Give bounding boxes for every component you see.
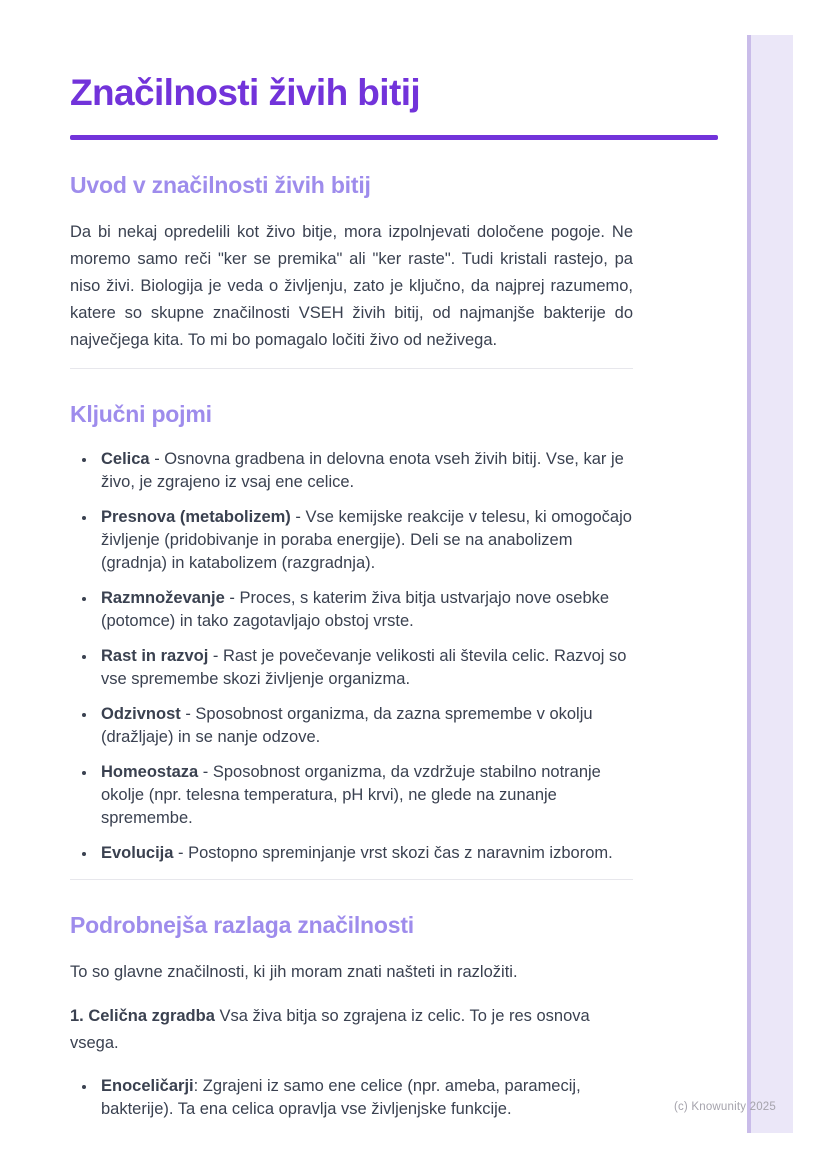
section-paragraph: To so glavne značilnosti, ki jih moram znati našteti in razložiti. [70, 963, 518, 981]
section-heading: Ključni pojmi [70, 401, 212, 427]
bullet-list [70, 448, 633, 865]
footer-copyright: (c) Knowunity 2025 [673, 1101, 776, 1113]
section-heading: Podrobnejša razlaga značilnosti [70, 912, 414, 938]
list-item [97, 761, 633, 830]
numbered-item-text: Vsa živa bitja so zgrajena iz celic. To je res osnova vsega. [70, 1007, 590, 1052]
document-section [70, 911, 718, 1121]
list-item-definition: - Proces, s katerim živa bitja ustvarjajo nove osebke (potomce) in tako zagotavljajo obstoj vrste. [101, 589, 610, 630]
list-item [97, 587, 633, 633]
list-item [97, 842, 633, 865]
document-content [70, 70, 718, 1135]
list-item-term: Razmnoževanje [101, 589, 225, 607]
list-item-definition: - Postopno spreminjanje vrst skozi čas z naravnim izborom. [173, 844, 613, 862]
list-item-definition: - Rast je povečevanje velikosti ali števila celic. Razvoj so vse spremembe skozi življenje organizma. [101, 647, 627, 688]
list-item [97, 506, 633, 575]
list-item [97, 448, 633, 494]
bullet-list [70, 1075, 633, 1121]
list-item-definition: - Sposobnost organizma, da vzdržuje stabilno notranje okolje (npr. telesna temperatura, pH krvi), ne glede na zunanje spremembe. [101, 763, 601, 827]
document-section [70, 400, 718, 865]
document-section [70, 171, 718, 354]
section-heading: Uvod v značilnosti živih bitij [70, 172, 371, 198]
list-item [97, 703, 633, 749]
list-item [97, 1075, 633, 1121]
list-item-definition: - Osnovna gradbena in delovna enota vseh živih bitij. Vse, kar je živo, je zgrajeno iz vsaj ene celice. [101, 450, 624, 491]
list-item-term: Evolucija [101, 844, 174, 862]
next-page-edge-strip [747, 35, 793, 1133]
page-title: Značilnosti živih bitij [70, 72, 421, 113]
numbered-item [70, 1003, 633, 1057]
list-item [97, 645, 633, 691]
list-item-definition: - Vse kemijske reakcije v telesu, ki omogočajo življenje (pridobivanje in poraba energije). Deli se na anabolizem (gradnja) in katabolizem (razgradnja). [101, 508, 632, 572]
section-divider [70, 879, 633, 880]
list-item-term: Homeostaza [101, 763, 199, 781]
list-item-term: Celica [101, 450, 150, 468]
numbered-item-term: 1. Celična zgradba [70, 1007, 215, 1025]
section-divider [70, 368, 633, 369]
sections-container [70, 171, 718, 1121]
list-item-definition: - Sposobnost organizma, da zazna spremembe v okolju (dražljaje) in se nanje odzove. [101, 705, 593, 746]
list-item-term: Rast in razvoj [101, 647, 209, 665]
title-rule [70, 135, 718, 140]
list-item-definition: : Zgrajeni iz samo ene celice (npr. ameba, paramecij, bakterije). Ta ena celica opravlja vse življenjske funkcije. [101, 1077, 581, 1118]
list-item-term: Enoceličarji [101, 1077, 194, 1095]
section-paragraph: Da bi nekaj opredelili kot živo bitje, mora izpolnjevati določene pogoje. Ne moremo samo reči "ker se premika" ali "ker raste". Tudi kristali rastejo, pa niso živi. Biologija je veda o življenju, zato je ključno, da najprej razumemo, katere so skupne značilnosti VSEH živih bitij, od najmanjše bakterije do največjega kita. To mi bo pomagalo ločiti živo od neživega. [70, 223, 633, 349]
list-item-term: Presnova (metabolizem) [101, 508, 291, 526]
list-item-term: Odzivnost [101, 705, 181, 723]
